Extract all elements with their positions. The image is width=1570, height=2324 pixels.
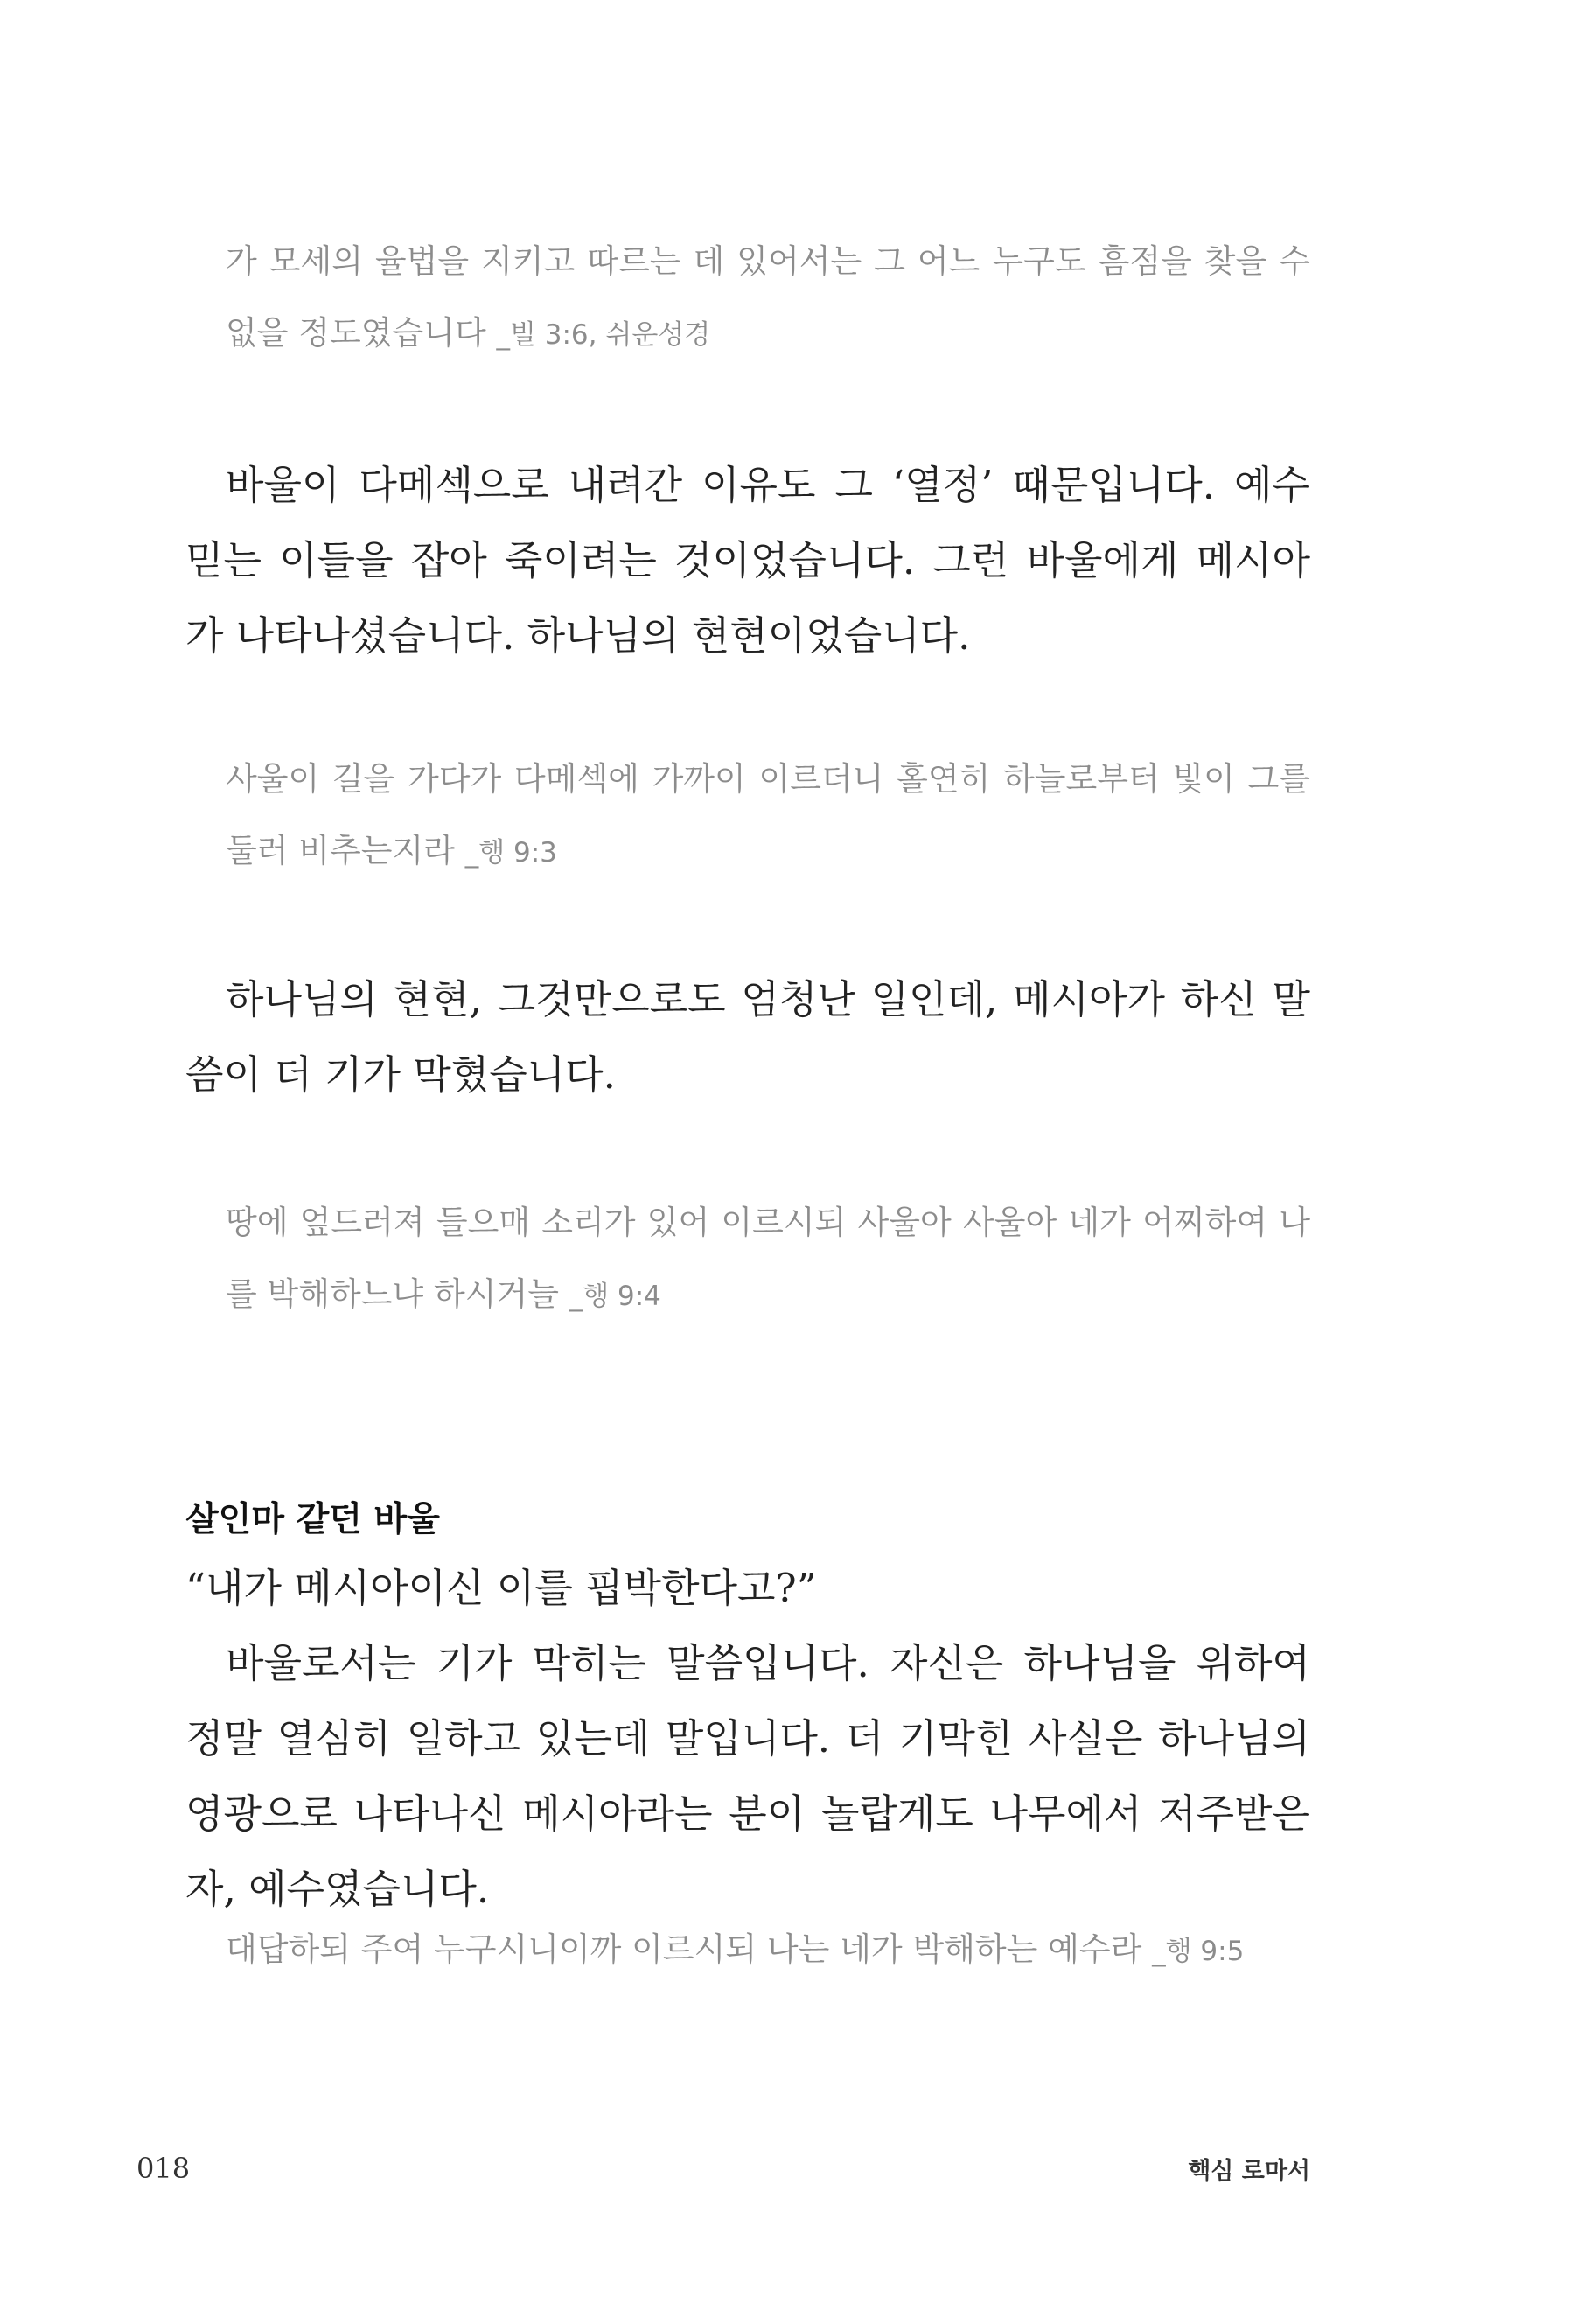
- body-paragraph-3: “내가 메시아이신 이를 핍박한다고?”: [185, 1565, 817, 1611]
- quote-text: 가 모세의 율법을 지키고 따르는 데 있어서는 그 어느 누구도 흠점을 찾을 수 없을 정도였습니다: [226, 242, 1310, 352]
- body-paragraph-1: 바울이 다메섹으로 내려간 이유도 그 ‘열정’ 때문입니다. 예수 믿는 이들을 잡아 죽이려는 것이었습니다. 그런 바울에게 메시아가 나타나셨습니다. 하나님의 현현이었습니다.: [185, 462, 1310, 659]
- quote-text: 땅에 엎드러져 들으매 소리가 있어 이르시되 사울아 사울아 네가 어찌하여 나를 박해하느냐 하시거늘: [226, 1204, 1310, 1313]
- page-number: 018: [136, 2152, 191, 2185]
- scripture-quote-3: [226, 1187, 1310, 1332]
- quote-text: 사울이 길을 가다가 다메섹에 가까이 이르더니 홀연히 하늘로부터 빛이 그를 둘러 비추는지라: [226, 760, 1310, 869]
- quote-reference: _행 9:5: [1152, 1936, 1245, 1967]
- body-paragraph-4: 바울로서는 기가 막히는 말씀입니다. 자신은 하나님을 위하여 정말 열심히 일하고 있는데 말입니다. 더 기막힌 사실은 하나님의 영광으로 나타나신 메시아라는 분이 놀랍게도 나무에서 저주받은 자, 예수였습니다.: [185, 1640, 1310, 1912]
- scripture-quote-2: [226, 743, 1310, 889]
- scripture-quote-1: [226, 226, 1310, 371]
- section-heading: 살인마 같던 바울: [185, 1500, 440, 1539]
- quote-text: 대답하되 주여 누구시니이까 이르시되 나는 네가 박해하는 예수라: [226, 1930, 1153, 1968]
- scripture-quote-4: [226, 1914, 1310, 1987]
- quote-reference: _빌 3:6, 쉬운성경: [496, 319, 711, 351]
- quote-reference: _행 9:4: [569, 1281, 661, 1312]
- running-footer-title: 핵심 로마서: [1188, 2158, 1310, 2185]
- body-paragraph-2: 하나님의 현현, 그것만으로도 엄청난 일인데, 메시아가 하신 말씀이 더 기가 막혔습니다.: [185, 976, 1310, 1098]
- quote-reference: _행 9:3: [464, 837, 557, 869]
